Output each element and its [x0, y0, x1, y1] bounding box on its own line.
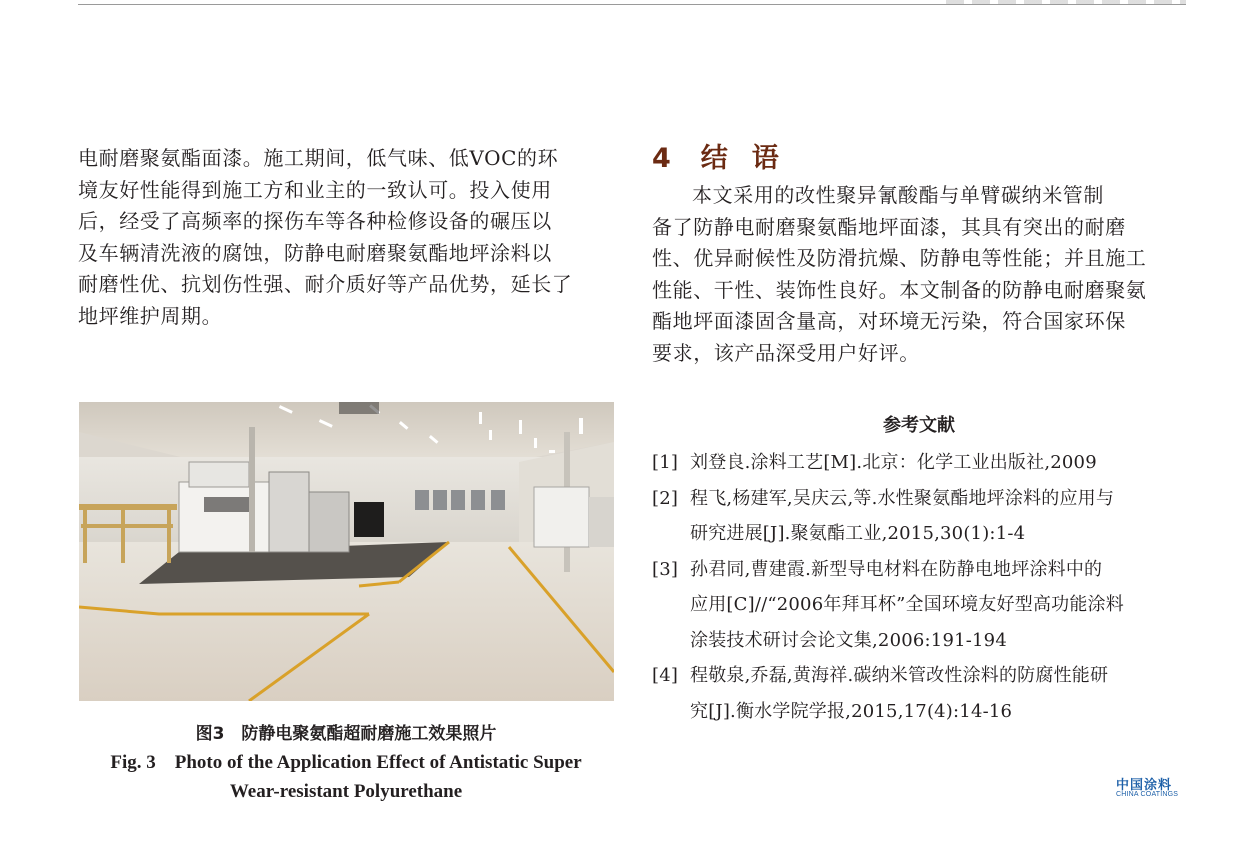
- text-line: 备了防静电耐磨聚氨酯地坪面漆，其具有突出的耐磨: [652, 214, 1126, 239]
- right-column: [652, 136, 1186, 729]
- logo-en: CHINA COATINGS: [1116, 791, 1179, 798]
- reference-text: 应用[C]//“2006年拜耳杯”全国环境友好型高功能涂料: [690, 594, 1124, 615]
- reference-number: [4]: [652, 665, 679, 686]
- reference-item: [652, 658, 1186, 729]
- reference-text: 孙君同,曹建霞.新型导电材料在防静电地坪涂料中的: [690, 558, 1103, 580]
- left-column-text: [78, 143, 614, 332]
- figure-caption-en-line2: Wear-resistant Polyurethane: [229, 781, 463, 802]
- section-title-char-1: 结: [700, 143, 730, 174]
- figure-photo: [79, 402, 614, 701]
- text-line: 性、优异耐候性及防滑抗燥、防静电等性能；并且施工: [652, 246, 1147, 270]
- text-line: 境友好性能得到施工方和业主的一致认可。投入使用: [78, 177, 552, 202]
- reference-text: 刘登良.涂料工艺[M].北京：化学工业出版社,2009: [690, 452, 1097, 473]
- body-paragraph: [652, 180, 1186, 369]
- reference-text: 究[J].衡水学院学报,2015,17(4):14-16: [690, 700, 1013, 722]
- reference-number: [2]: [652, 487, 679, 509]
- text-line: 后，经受了高频率的探伤车等各种检修设备的碾压以: [78, 209, 552, 233]
- reference-number: [3]: [652, 558, 679, 580]
- figure-caption: [78, 720, 614, 806]
- section-title-char-2: 语: [751, 143, 781, 174]
- figure-caption-cn: 图3 防静电聚氨酯超耐磨施工效果照片: [195, 724, 497, 744]
- figure-caption-en-line1: Fig. 3 Photo of the Application Effect of Antistatic Super: [110, 752, 582, 773]
- text-line: 本文采用的改性聚异氰酸酯与单臂碳纳米管制: [692, 183, 1104, 207]
- text-line: 电耐磨聚氨酯面漆。施工期间，低气味、低VOC的环: [78, 146, 559, 170]
- cleanroom-photo-illustration: [79, 402, 614, 701]
- text-line: 地坪维护周期。: [78, 303, 223, 328]
- section-heading: [652, 136, 1186, 172]
- reference-text: 涂装技术研讨会论文集,2006:191-194: [690, 629, 1007, 651]
- reference-number: [1]: [652, 452, 679, 473]
- header-rule: [78, 4, 1186, 5]
- references-list: [652, 445, 1186, 729]
- text-line: 耐磨性优、抗划伤性强、耐介质好等产品优势，延长了: [78, 272, 573, 296]
- reference-item: [652, 481, 1186, 552]
- conclusion-text: [652, 180, 1186, 369]
- section-number: 4: [652, 143, 673, 174]
- reference-text: 程敬泉,乔磊,黄海祥.碳纳米管改性涂料的防腐性能研: [690, 665, 1109, 686]
- running-header-fragment: [946, 0, 1186, 4]
- text-line: 酯地坪面漆固含量高，对环境无污染，符合国家环保: [652, 309, 1126, 333]
- references-heading: 参考文献: [883, 415, 955, 436]
- body-paragraph: [78, 143, 614, 332]
- journal-logo: [1116, 774, 1186, 798]
- reference-item: [652, 552, 1186, 659]
- reference-text: 研究进展[J].聚氨酯工业,2015,30(1):1-4: [690, 523, 1026, 544]
- text-line: 性能、干性、装饰性良好。本文制备的防静电耐磨聚氨: [652, 277, 1147, 302]
- text-line: 要求，该产品深受用户好评。: [652, 340, 920, 365]
- logo-cn: 中国涂料: [1116, 778, 1173, 793]
- reference-text: 程飞,杨建军,吴庆云,等.水性聚氨酯地坪涂料的应用与: [690, 487, 1115, 509]
- reference-item: [652, 445, 1186, 481]
- text-line: 及车辆清洗液的腐蚀，防静电耐磨聚氨酯地坪涂料以: [78, 240, 552, 265]
